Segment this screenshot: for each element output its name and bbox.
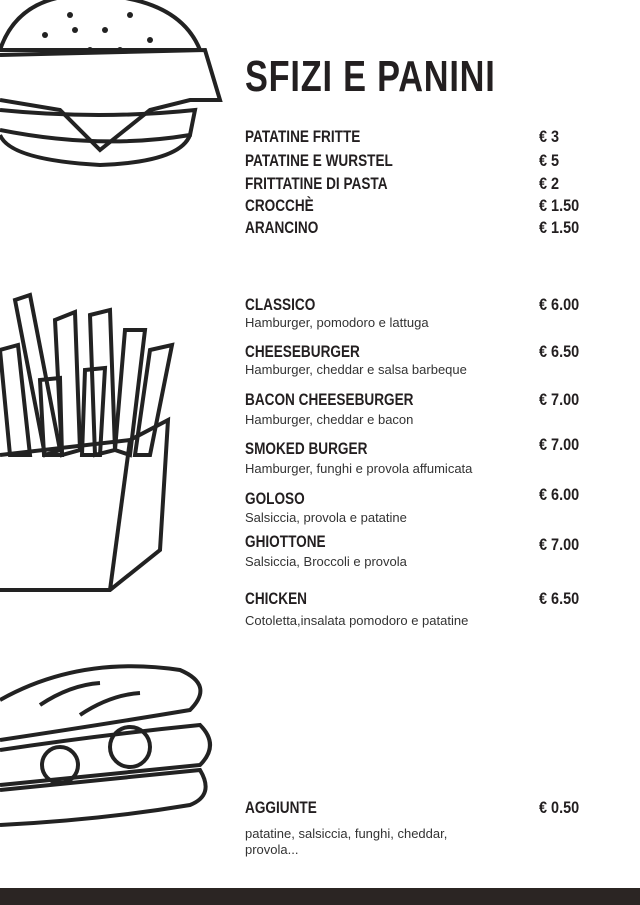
item-price: € 2	[539, 174, 560, 193]
item-price: € 5	[539, 151, 560, 170]
item-price: € 1.50	[539, 218, 580, 237]
item-name: FRITTATINE DI PASTA	[245, 174, 388, 193]
item-name: PATATINE FRITTE	[245, 127, 361, 146]
menu-item	[245, 151, 585, 173]
menu-item	[245, 174, 585, 196]
menu-item	[245, 390, 585, 412]
item-price: € 7.00	[539, 435, 580, 454]
item-description: Hamburger, pomodoro e lattuga	[245, 315, 429, 330]
item-price: € 7.00	[539, 390, 580, 409]
item-price: € 3	[539, 127, 560, 146]
item-name: GHIOTTONE	[245, 532, 326, 551]
item-description: Salsiccia, provola e patatine	[245, 510, 407, 525]
item-description: Hamburger, cheddar e bacon	[245, 412, 414, 427]
menu-item	[245, 589, 585, 611]
sandwich-illustration	[0, 655, 220, 835]
item-description: Salsiccia, Broccoli e provola	[245, 554, 407, 569]
item-description: Cotoletta,insalata pomodoro e patatine	[245, 613, 469, 628]
item-price: € 6.50	[539, 342, 580, 361]
menu-item	[245, 295, 585, 317]
menu-item	[245, 342, 585, 364]
menu-item	[245, 485, 585, 511]
item-description: patatine, salsiccia, funghi, cheddar, provola...	[245, 826, 448, 857]
item-name: AGGIUNTE	[245, 798, 317, 817]
menu-item	[245, 196, 585, 218]
item-price: € 6.00	[539, 485, 580, 504]
item-name: CROCCHÈ	[245, 196, 314, 215]
item-description: Hamburger, cheddar e salsa barbeque	[245, 362, 467, 377]
item-name: CLASSICO	[245, 295, 316, 314]
item-name: BACON CHEESEBURGER	[245, 390, 414, 409]
burger-illustration	[0, 0, 225, 170]
item-price: € 0.50	[539, 798, 580, 817]
fries-illustration	[0, 290, 180, 600]
menu-item	[245, 218, 585, 240]
menu-item	[245, 532, 585, 554]
menu-item	[245, 127, 585, 149]
item-name: CHEESEBURGER	[245, 342, 360, 361]
item-name: GOLOSO	[245, 489, 305, 508]
item-name: SMOKED BURGER	[245, 439, 368, 458]
item-price: € 7.00	[539, 535, 580, 554]
footer-bar	[0, 888, 640, 905]
item-name: ARANCINO	[245, 218, 319, 237]
item-price: € 1.50	[539, 196, 580, 215]
item-price: € 6.50	[539, 589, 580, 608]
item-price: € 6.00	[539, 295, 580, 314]
item-name: CHICKEN	[245, 589, 307, 608]
menu-item	[245, 435, 585, 461]
aggiunte-item	[245, 798, 585, 820]
item-description: Hamburger, funghi e provola affumicata	[245, 461, 473, 476]
item-name: PATATINE E WURSTEL	[245, 151, 393, 170]
page-title: SFIZI E PANINI	[245, 52, 496, 101]
